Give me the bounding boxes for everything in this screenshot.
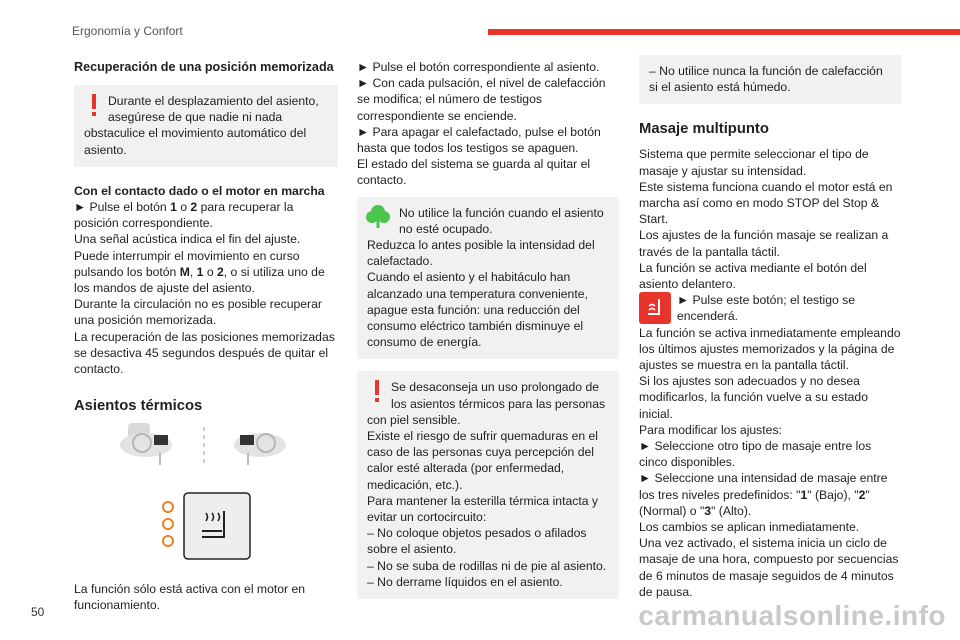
warning2-dash1: – No coloque objetos pesados o afilados sobre el asiento. [367, 526, 587, 557]
heated-seat-icon [74, 491, 338, 581]
seat-illustration [74, 423, 338, 487]
massage-type: ► Seleccione otro tipo de masaje entre los cinco disponibles. [639, 439, 872, 470]
massage-activate: La función se activa inmediatamente empleando los últimos ajustes memorizados y la página de ajustes se muestra en la pantalla táctil. [639, 325, 901, 373]
warning-lead: Durante el desplazamiento del asiento, asegúrese de que nadie ni nada [108, 94, 319, 125]
turn-off-text: ► Para apagar el calefactado, pulse el botón hasta que todos los testigos se apaguen. [357, 124, 601, 156]
heated-seats-title: Asientos térmicos [74, 398, 203, 415]
massage-intensity: ► Seleccione una intensidad de masaje entre los tres niveles predefinidos: "1" (Bajo), "2" (Normal) o "3" (Alto). [639, 471, 888, 518]
warning-icon [369, 379, 385, 405]
accent-bar [488, 29, 960, 35]
massage-touchscreen: Los ajustes de la función masaje se realizan a través de la pantalla táctil. [639, 228, 889, 259]
eco-line1: Reduzca lo antes posible la intensidad del calefactado. [367, 238, 595, 269]
acoustic-signal-text: Una señal acústica indica el fin del ajuste. [74, 232, 301, 247]
warning2-dash3: – No derrame líquidos en el asiento. [367, 574, 563, 589]
eco-leaf-icon [365, 203, 391, 229]
heat-level-text: ► Con cada pulsación, el nivel de calefacción se modifica; el número de testigos correspondiente se enciende. [357, 76, 606, 123]
eco-lead: No utilice la función cuando el asiento no esté ocupado. [399, 205, 604, 236]
heated-note: La función sólo está activa con el motor en funcionamiento. [74, 582, 306, 613]
section-header: Ergonomía y Confort [72, 24, 183, 38]
warning2-lead: Se desaconseja un uso prolongado de los asientos térmicos para las personas [391, 380, 606, 411]
column-3 [639, 55, 901, 600]
warning2-line0: con piel sensible. [367, 412, 461, 427]
warning2-line2: Para mantener la esterilla térmica intacta y evitar un cortocircuito: [367, 493, 598, 525]
eco-line2: Cuando el asiento y el habitáculo han alcanzado una temperatura conveniente, apague esta función: una reducción del consumo eléctrico también disminuye el consumo de energía. [367, 270, 588, 350]
heated-seat-button-illustration [74, 491, 338, 581]
massage-press-text: ► Pulse este botón; el testigo se encenderá. [677, 293, 856, 324]
contact-heading: Con el contacto dado o el motor en marcha [74, 183, 325, 198]
massage-cycle: Una vez activado, el sistema inicia un ciclo de masaje de una hora, compuesto por secuencias de 6 minutos de masaje seguidos de 4 minutos de pausa. [639, 536, 899, 599]
eco-box [357, 197, 619, 360]
warning-icon [86, 93, 102, 119]
warning-rest: obstaculice el movimiento automático del asiento. [84, 126, 307, 157]
warning-box-2 [357, 371, 619, 599]
massage-seat-icon [639, 292, 671, 324]
massage-engine: Este sistema funciona cuando el motor está en marcha así como en modo STOP del Stop & Start. [639, 179, 893, 227]
massage-adequate: Si los ajustes son adecuados y no desea modificarlos, la función vuelve a su estado inicial. [639, 374, 868, 421]
warning2-line1: Existe el riesgo de sufrir quemaduras en el caso de las personas cuya percepción del calor esté alterada (por enfermedad, medicación, etc.). [367, 429, 599, 492]
state-saved-text: El estado del sistema se guarda al quitar el contacto. [357, 157, 591, 188]
massage-modify: Para modificar los ajustes: [639, 422, 782, 437]
massage-press-row [639, 292, 901, 324]
warning-box-1 [74, 85, 338, 167]
driving-text: Durante la circulación no es posible recuperar una posición memorizada. [74, 297, 322, 328]
massage-desc: Sistema que permite seleccionar el tipo de masaje y ajustar su intensidad. [639, 147, 869, 178]
column-1 [74, 59, 338, 614]
column-2 [357, 59, 619, 609]
massage-immediate: Los cambios se aplican inmediatamente. [639, 520, 860, 535]
humidity-note-box [639, 55, 901, 104]
watermark: carmanualsonline.info [638, 600, 946, 631]
humidity-note: – No utilice nunca la función de calefacción si el asiento está húmedo. [649, 64, 883, 95]
memory-recall-title: Recuperación de una posición memorizada [74, 60, 334, 74]
massage-title: Masaje multipunto [639, 121, 769, 138]
interrupt-text: Puede interrumpir el movimiento en curso pulsando los botón M, 1 o 2, o si utiliza uno de los mandos de ajuste del asiento. [74, 248, 325, 296]
page-number: 50 [31, 605, 45, 619]
press-seat-button-text: ► Pulse el botón correspondiente al asiento. [357, 60, 600, 74]
massage-button: La función se activa mediante el botón del asiento delantero. [639, 260, 867, 292]
warning2-dash2: – No se suba de rodillas ni de pie al asiento. [367, 558, 607, 573]
recall-instruction: ► Pulse el botón 1 o 2 para recuperar la posición correspondiente. [74, 200, 294, 231]
seat-diagram-icon [74, 423, 338, 487]
deactivation-text: La recuperación de las posiciones memorizadas se desactiva 45 segundos después de quitar el contacto. [74, 329, 335, 377]
